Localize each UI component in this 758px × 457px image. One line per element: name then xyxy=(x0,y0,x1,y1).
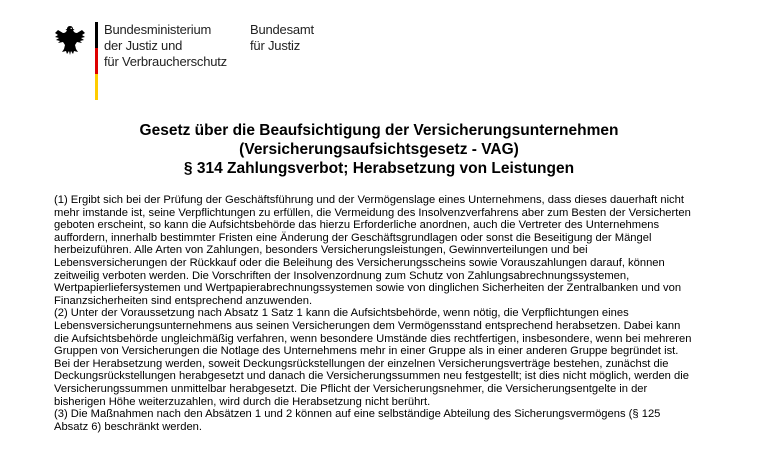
ministry-line: der Justiz und xyxy=(104,38,183,53)
paragraph-1: (1) Ergibt sich bei der Prüfung der Geschäftsführung und der Vermögenslage eines Unternehmens, dass dieses dauerhaft nicht mehr imstande ist, seine Verpflichtungen zu erfüllen, die Vermeidung des Insolvenzverfahrens aber zum Besten der Versicherten geboten erscheint, so kann die Aufsichtsbehörde das hierzu Erforderliche anordnen, auch die Vertreter des Unternehmens auffordern, innerhalb bestimmter Fristen eine Änderung der Geschäftsgrundlagen oder sonst die Beseitigung der Mängel herbeizuführen. Alle Arten von Zahlungen, besonders Versicherungsleistungen, Gewinnverteilungen und bei Lebensversicherungen der Rückkauf oder die Beleihung des Versicherungsscheins sowie Vorauszahlungen darauf, können zeitweilig verboten werden. Die Vorschriften der Insolvenzordnung zum Schutz von Zahlungsabrechnungssystemen, Wertpapierliefersystemen und Wertpapierabrechnungssystemen sowie von dinglichen Sicherheiten der Zentralbanken und von Finanzsicherheiten sind entsprechend anzuwenden. xyxy=(54,194,691,307)
law-abbreviation: (Versicherungsaufsichtsgesetz - VAG) xyxy=(239,141,519,158)
ministry-line: Bundesministerium xyxy=(104,22,212,37)
ministry-name xyxy=(104,22,227,70)
page-header xyxy=(54,22,374,102)
ministry-line: für Verbraucherschutz xyxy=(104,54,227,69)
federal-eagle-icon xyxy=(54,24,86,58)
section-title: § 314 Zahlungsverbot; Herabsetzung von Leistungen xyxy=(183,160,575,177)
office-line: Bundesamt xyxy=(250,22,314,37)
office-line: für Justiz xyxy=(250,38,301,53)
office-name xyxy=(250,22,314,54)
flag-bar xyxy=(95,22,98,100)
paragraph-3: (3) Die Maßnahmen nach den Absätzen 1 und 2 können auf eine selbständige Abteilung des Sicherungsvermögens (§ 125 Absatz 6) beschränkt werden. xyxy=(54,408,661,433)
paragraph-2: (2) Unter der Voraussetzung nach Absatz 1 Satz 1 kann die Aufsichtsbehörde, wenn nötig, die Verpflichtungen eines Lebensversicherungsunternehmens aus seinen Versicherungen dem Vermögensstand entsprechend herabsetzen. Dabei kann die Aufsichtsbehörde ungleichmäßig verfahren, wenn besondere Umstände dies rechtfertigen, insbesondere, wenn bei mehreren Gruppen von Versicherungen die Notlage des Unternehmens mehr in einer Gruppe als in einer anderen Gruppe begründet ist. Bei der Herabsetzung werden, soweit Deckungsrückstellungen der einzelnen Versicherungsverträge bestehen, zunächst die Deckungsrückstellungen herabgesetzt und danach die Versicherungssummen neu festgestellt; ist dies nicht möglich, werden die Versicherungssummen unmittelbar herabgesetzt. Die Pflicht der Versicherungsnehmer, die Versicherungsentgelte in der bisherigen Höhe weiterzuzahlen, wird durch die Herabsetzung nicht berührt. xyxy=(54,307,692,408)
law-title: Gesetz über die Beaufsichtigung der Versicherungsunternehmen xyxy=(139,122,619,139)
document-body xyxy=(54,194,694,433)
flag-gold xyxy=(95,74,98,100)
flag-red xyxy=(95,48,98,74)
flag-black xyxy=(95,22,98,48)
document-title xyxy=(0,121,758,178)
